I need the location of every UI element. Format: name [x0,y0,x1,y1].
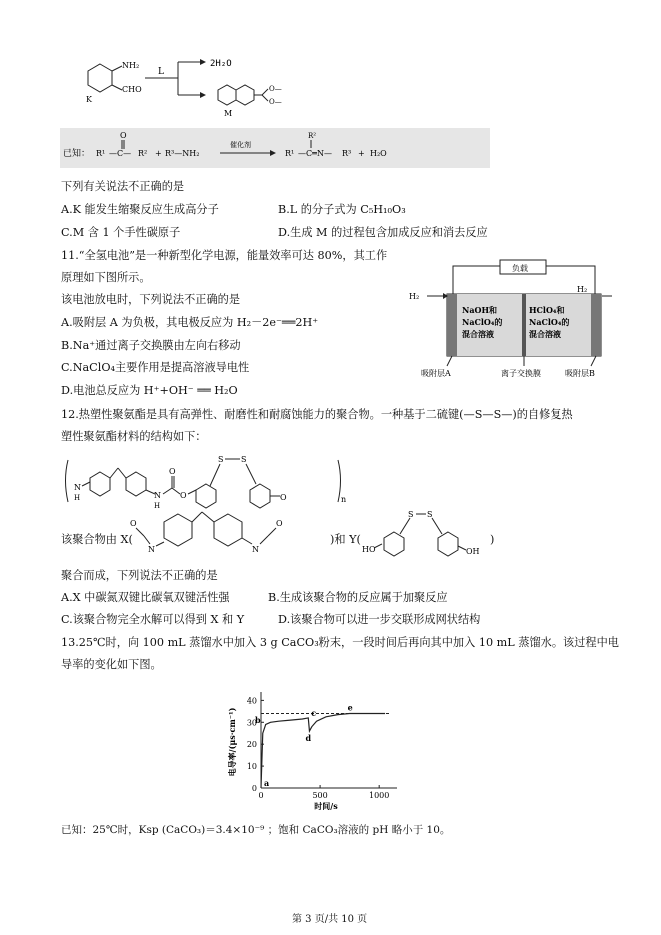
load-label: 负载 [512,264,528,273]
hydrogen-cell-diagram [405,258,615,386]
q11-option-d: D.电池总反应为 H⁺+OH⁻ ══ H₂O [61,384,238,397]
polymer-structure [60,450,350,512]
q10-option-a: A.K 能发生缩聚反应生成高分子 [61,203,219,216]
svg-text:混合溶液: 混合溶液 [462,329,494,339]
conductivity-chart [225,690,405,810]
y-tick-label: 0 [251,784,257,793]
svg-text:R²: R² [308,132,317,140]
h2-in-label: H₂ [409,292,420,301]
monomer-y-structure [360,508,495,560]
polymer-n: n [341,495,347,504]
svg-text:H₂O: H₂O [370,149,387,158]
y-tick-label: 20 [246,740,257,750]
q10-option-d: D.生成 M 的过程包含加成反应和消去反应 [278,226,488,239]
q11-intro-1: 11.“全氢电池”是一种新型化学电源，能量效率可达 80%，其工作 [61,249,388,262]
svg-text:O: O [276,519,283,528]
product-water: 2H₂O [210,59,232,69]
known-reaction-box [60,128,490,168]
svg-text:+: + [155,149,162,158]
x-axis-label: 时间/s [314,801,338,810]
point-label-a: a [264,778,270,788]
ion-exchange-membrane [522,294,526,356]
svg-text:S: S [408,510,414,519]
svg-text:N: N [154,491,161,500]
q12-option-b: B.生成该聚合物的反应属于加聚反应 [268,591,448,604]
known-prefix: 已知： [63,149,91,159]
q13-known: 已知：25℃时，Ksp (CaCO₃)＝3.4×10⁻⁹ ；饱和 CaCO₃溶液的 pH 略小于 10。 [61,824,451,836]
membrane-label: 离子交换膜 [501,369,541,378]
svg-text:H: H [74,494,81,502]
x-tick-label: 0 [258,791,264,800]
m-label: M [224,109,233,118]
svg-text:NaClO₄的: NaClO₄的 [462,317,503,327]
adsorption-layer-a [447,294,457,356]
q10-option-b: B.L 的分子式为 C₅H₁₀O₃ [278,203,406,216]
q12-made-from-mid: )和 Y( [330,533,361,546]
y-axis-label: 电导率/(μs·cm⁻¹) [227,707,237,777]
q10-reaction-scheme [60,50,320,125]
conductivity-curve [261,714,385,788]
q12-option-a: A.X 中碳氮双键比碳氧双键活性强 [61,591,230,604]
svg-text:H: H [154,502,161,510]
svg-text:O: O [280,493,287,502]
x-tick-label: 500 [312,791,328,800]
x-tick-label: 1000 [369,791,390,800]
q12-made-from-suffix: ) [490,533,495,546]
svg-text:O: O [180,491,187,500]
monomer-x-structure [128,508,328,560]
q12-formed-by: 聚合而成，下列说法不正确的是 [61,569,218,582]
svg-text:S: S [427,510,433,519]
svg-text:O—: O— [269,98,282,106]
q12-option-c: C.该聚合物完全水解可以得到 X 和 Y [61,613,245,626]
q12-intro-2: 塑性聚氨酯材料的结构如下： [61,430,207,443]
svg-text:HClO₄和: HClO₄和 [529,305,565,315]
catalyst-label: 催化剂 [230,141,251,149]
svg-text:OH: OH [466,547,480,556]
svg-text:R³: R³ [342,149,352,158]
q12-made-from-prefix: 该聚合物由 X( [61,533,133,546]
svg-text:O: O [130,519,137,528]
svg-text:R¹: R¹ [285,149,295,158]
y-tick-label: 40 [246,696,257,706]
q11-option-c: C.NaClO₄主要作用是提高溶液导电性 [61,361,250,374]
y-tick-label: 10 [246,762,257,772]
point-label-e: e [347,702,353,713]
k-label: K [86,95,92,104]
page-footer: 第 3 页/共 10 页 [292,914,368,925]
svg-text:+: + [358,149,365,158]
q11-option-a: A.吸附层 A 为负极，其电极反应为 H₂－2e⁻══2H⁺ [61,316,319,329]
svg-text:混合溶液: 混合溶液 [529,329,561,339]
svg-text:HO: HO [362,545,376,554]
q13-intro-1: 13.25℃时，向 100 mL 蒸馏水中加入 3 g CaCO₃粉末，一段时间后再向其中加入 10 mL 蒸馏水。该过程中电 [61,636,619,649]
svg-text:N: N [148,545,155,554]
svg-text:—C═N—: —C═N— [298,149,332,158]
svg-text:S: S [241,455,247,464]
k-cho: CHO [122,85,142,94]
svg-text:R²: R² [138,149,148,158]
q11-intro-2: 原理如下图所示。 [61,271,151,284]
svg-text:O: O [120,131,127,140]
svg-text:NaOH和: NaOH和 [462,305,498,315]
svg-text:N: N [252,545,259,554]
svg-text:NaClO₄的: NaClO₄的 [529,317,570,327]
point-label-c: c [311,707,317,718]
layer-a-label: 吸附层A [421,369,451,378]
reagent-l: L [158,67,164,77]
q12-intro-1: 12.热塑性聚氨酯是具有高弹性、耐磨性和耐腐蚀能力的聚合物。一种基于二硫键(—S—S—)的自修复热 [61,408,573,421]
svg-text:—C—: —C— [109,149,132,158]
q11-stem: 该电池放电时，下列说法不正确的是 [61,293,241,306]
q10-option-c: C.M 含 1 个手性碳原子 [61,226,181,239]
svg-text:S: S [218,455,224,464]
svg-text:O—: O— [269,85,282,93]
h2-out-label: H₂ [577,285,588,294]
svg-text:N: N [74,483,81,492]
q10-stem: 下列有关说法不正确的是 [61,180,185,193]
point-label-b: b [254,715,261,726]
adsorption-layer-b [591,294,601,356]
layer-b-label: 吸附层B [565,369,595,378]
k-nh2: NH₂ [122,61,140,70]
y-tick-label: 30 [246,718,257,728]
point-label-d: d [305,733,312,744]
q12-option-d: D.该聚合物可以进一步交联形成网状结构 [278,613,481,626]
q13-intro-2: 导率的变化如下图。 [61,658,162,671]
svg-text:O: O [169,467,176,476]
q11-option-b: B.Na⁺通过离子交换膜由左向右移动 [61,339,241,352]
svg-text:R³—NH₂: R³—NH₂ [165,149,200,158]
svg-text:R¹: R¹ [96,149,106,158]
